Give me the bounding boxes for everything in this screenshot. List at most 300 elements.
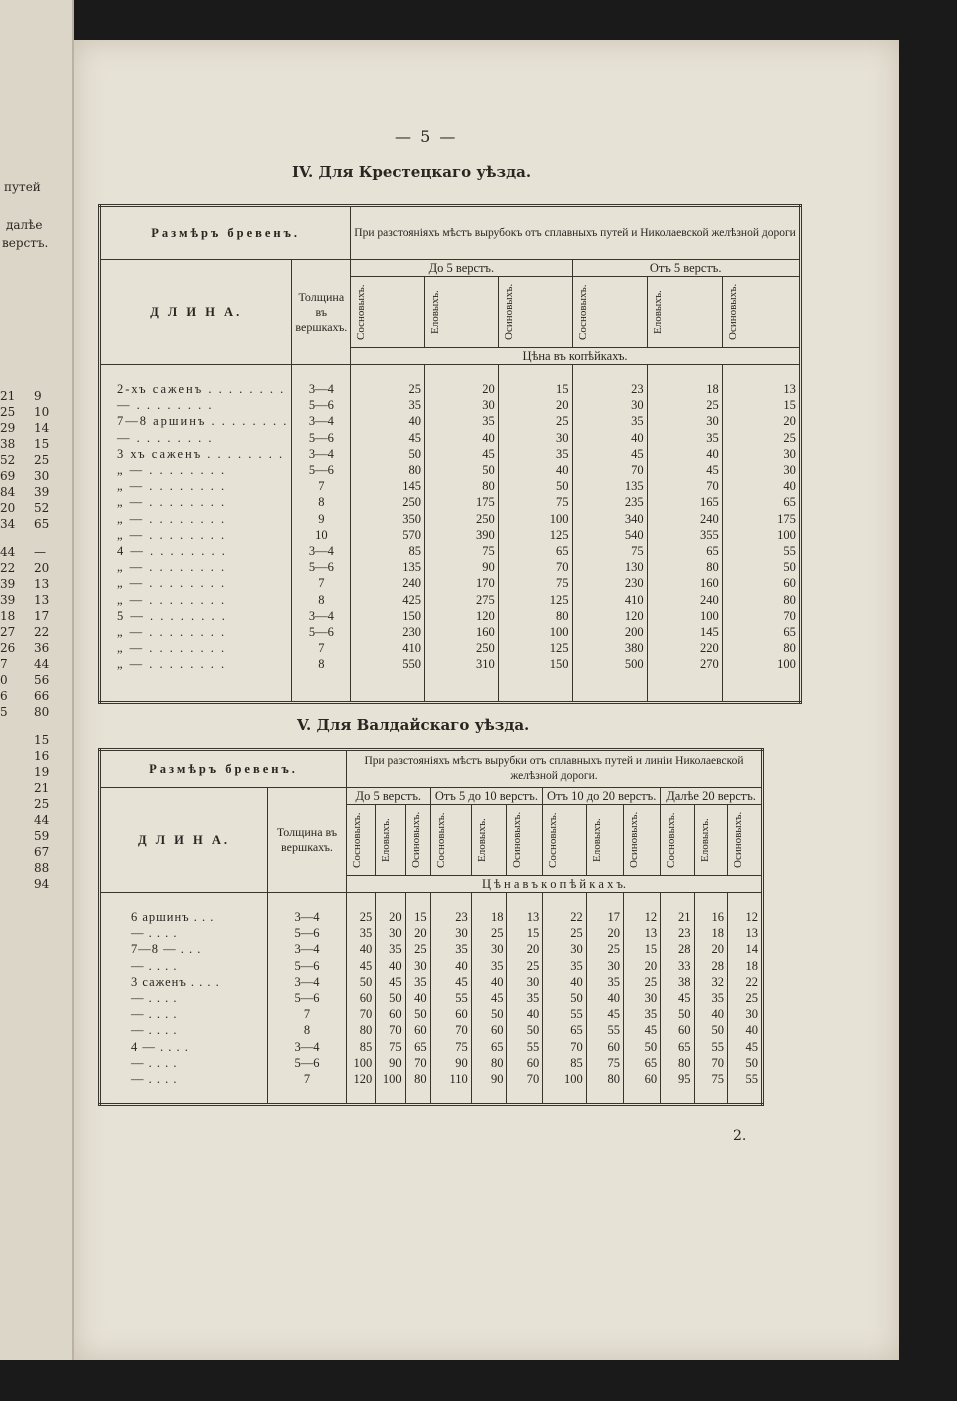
price-cell: 12 [623,909,660,925]
pine-col: Сосновыхъ. [355,284,368,340]
price-cell: 80 [498,608,572,624]
price-cell: 50 [661,1006,694,1022]
price-cell: 35 [543,958,587,974]
price-cell: 23 [661,925,694,941]
price-cell: 100 [347,1055,376,1071]
price-cell: 270 [647,656,722,672]
price-cell: 65 [405,1039,430,1055]
price-cell: 50 [727,1055,762,1071]
price-cell: 60 [347,990,376,1006]
price-cell: 45 [425,446,499,462]
length-header: Д Л И Н А. [100,260,292,365]
price-cell: 40 [430,958,471,974]
table-row [100,974,763,990]
table-row [100,430,801,446]
thickness-cell: 7 [292,640,351,656]
left-cell: 52 [34,501,50,515]
table-row [100,446,801,462]
price-cell: 120 [347,1071,376,1087]
table-row [100,1022,763,1038]
left-cell: 14 [34,421,50,435]
price-cell: 45 [623,1022,660,1038]
length-cell: „ — . . . . . . . . [100,478,292,494]
price-cell: 125 [498,592,572,608]
price-cell: 20 [586,925,623,941]
price-cell: 40 [471,974,507,990]
price-cell: 170 [425,575,499,591]
krestetsky-table [98,204,802,704]
price-cell: 500 [572,656,647,672]
price-cell: 40 [722,478,800,494]
price-cell: 350 [351,511,425,527]
left-cell: 7 [0,657,8,671]
thickness-cell: 8 [292,592,351,608]
length-cell: — . . . . [100,958,268,974]
price-cell: 17 [586,909,623,925]
price-cell: 65 [722,624,800,640]
price-cell: 50 [405,1006,430,1022]
price-cell: 200 [572,624,647,640]
from-5-header: Отъ 5 верстъ. [572,260,800,277]
table-row [100,559,801,575]
price-cell: 40 [376,958,405,974]
price-cell: 35 [405,974,430,990]
table-row [100,1006,763,1022]
left-cell: 15 [34,733,50,747]
length-cell: 7—8 — . . . [100,941,268,957]
left-cell: 30 [34,469,50,483]
price-cell: 35 [694,990,727,1006]
price-cell: 70 [430,1022,471,1038]
price-cell: 80 [471,1055,507,1071]
thickness-cell: 3—4 [292,608,351,624]
left-cell: 44 [0,545,16,559]
price-cell: 125 [498,527,572,543]
price-cell: 220 [647,640,722,656]
valdai-table [98,748,764,1106]
g4-header: Далѣе 20 верстъ. [661,788,763,805]
price-cell: 21 [661,909,694,925]
price-cell: 65 [498,543,572,559]
table-row [100,397,801,413]
price-cell: 75 [498,575,572,591]
price-cell: 35 [351,397,425,413]
left-cell: 25 [0,405,16,419]
left-cell: 44 [34,813,50,827]
thickness-cell: 5—6 [292,462,351,478]
price-cell: 40 [425,430,499,446]
aspen-col: Осиновыхъ. [726,283,739,341]
price-cell: 235 [572,494,647,510]
length-cell: 3 хъ саженъ . . . . . . . . [100,446,292,462]
length-cell: — . . . . . . . . [100,430,292,446]
left-cell: 67 [34,845,50,859]
price-cell: 35 [498,446,572,462]
price-cell: 75 [430,1039,471,1055]
price-cell: 60 [623,1071,660,1087]
left-header: далѣе [6,218,43,232]
price-cell: 65 [647,543,722,559]
left-cell: 25 [34,453,50,467]
price-cell: 80 [647,559,722,575]
table-row [100,381,801,397]
price-cell: 40 [351,413,425,429]
table-row [100,640,801,656]
price-cell: 25 [647,397,722,413]
price-cell: 20 [722,413,800,429]
left-cell: 20 [34,561,50,575]
length-cell: „ — . . . . . . . . [100,511,292,527]
price-cell: 75 [586,1055,623,1071]
price-cell: 30 [507,974,543,990]
price-cell: 38 [661,974,694,990]
spruce-col: Еловыхъ. [698,818,711,862]
price-cell: 25 [623,974,660,990]
length-cell: — . . . . [100,1071,268,1087]
price-cell: 35 [425,413,499,429]
length-cell: 5 — . . . . . . . . [100,608,292,624]
left-cell: 22 [34,625,50,639]
table-row [100,1039,763,1055]
price-cell: 540 [572,527,647,543]
price-cell: 135 [572,478,647,494]
table-row [100,941,763,957]
price-cell: 90 [430,1055,471,1071]
price-cell: 23 [430,909,471,925]
spruce-col: Еловыхъ. [651,290,664,334]
left-cell: 17 [34,609,50,623]
thickness-cell: 7 [292,478,351,494]
price-cell: 30 [405,958,430,974]
left-cell: 21 [34,781,50,795]
price-cell: 55 [543,1006,587,1022]
table-row [100,990,763,1006]
price-cell: 100 [722,656,800,672]
table-row [100,1071,763,1087]
page-number: — 5 — [395,127,458,146]
price-cell: 80 [661,1055,694,1071]
length-cell: 4 — . . . . . . . . [100,543,292,559]
price-header: Ц ѣ н а в ъ к о п ѣ й к а х ъ. [347,876,763,893]
price-cell: 60 [722,575,800,591]
section-5-title: V. Для Валдайскаго уѣзда. [297,716,530,734]
price-cell: 28 [694,958,727,974]
price-cell: 130 [572,559,647,575]
length-cell: 3 саженъ . . . . [100,974,268,990]
length-cell: — . . . . [100,1022,268,1038]
price-cell: 230 [351,624,425,640]
price-cell: 20 [498,397,572,413]
price-cell: 90 [376,1055,405,1071]
price-cell: 120 [572,608,647,624]
left-cell: 69 [0,469,16,483]
left-cell: 6 [0,689,8,703]
left-cell: 39 [34,485,50,499]
left-cell: 15 [34,437,50,451]
length-cell: „ — . . . . . . . . [100,494,292,510]
table-row [100,575,801,591]
thickness-cell: 8 [292,494,351,510]
left-header: путей [4,180,41,194]
price-cell: 55 [507,1039,543,1055]
table-row [100,592,801,608]
price-cell: 60 [405,1022,430,1038]
price-cell: 70 [572,462,647,478]
price-cell: 410 [572,592,647,608]
price-cell: 390 [425,527,499,543]
left-cell: 5 [0,705,8,719]
thickness-cell: 5—6 [268,925,347,941]
price-cell: 30 [498,430,572,446]
distance-header: При разстояніяхъ мѣстъ вырубки отъ сплавныхъ путей и линіи Николаевской желѣзной дороги. [347,750,763,788]
price-cell: 45 [727,1039,762,1055]
left-cell: 94 [34,877,50,891]
price-cell: 18 [694,925,727,941]
price-cell: 28 [661,941,694,957]
price-cell: 90 [471,1071,507,1087]
length-cell: „ — . . . . . . . . [100,640,292,656]
left-cell: 44 [34,657,50,671]
thickness-header: Толщина въ вершкахъ. [268,788,347,893]
price-cell: 50 [498,478,572,494]
length-cell: 7—8 аршинъ . . . . . . . . [100,413,292,429]
price-cell: 20 [425,381,499,397]
left-cell: 59 [34,829,50,843]
price-cell: 35 [623,1006,660,1022]
price-cell: 65 [661,1039,694,1055]
table-row [100,909,763,925]
price-cell: 65 [543,1022,587,1038]
price-cell: 45 [572,446,647,462]
price-cell: 65 [623,1055,660,1071]
price-cell: 30 [376,925,405,941]
price-cell: 35 [572,413,647,429]
price-cell: 240 [351,575,425,591]
signature-mark: 2. [733,1128,747,1144]
table-row [100,462,801,478]
left-cell: 25 [34,797,50,811]
thickness-header: Толщина въ вершкахъ. [292,260,351,365]
price-cell: 240 [647,511,722,527]
price-cell: 40 [543,974,587,990]
left-cell: 19 [34,765,50,779]
price-cell: 30 [430,925,471,941]
price-cell: 40 [694,1006,727,1022]
thickness-cell: 10 [292,527,351,543]
left-cell: 39 [0,593,16,607]
thickness-cell: 5—6 [292,397,351,413]
price-cell: 20 [376,909,405,925]
length-cell: — . . . . [100,925,268,941]
price-cell: 50 [347,974,376,990]
length-cell: „ — . . . . . . . . [100,462,292,478]
price-cell: 33 [661,958,694,974]
left-cell: 9 [34,389,42,403]
price-cell: 15 [498,381,572,397]
price-cell: 40 [498,462,572,478]
table-row [100,511,801,527]
price-cell: 70 [405,1055,430,1071]
price-cell: 60 [430,1006,471,1022]
section-4-title: IV. Для Крестецкаго уѣзда. [292,163,532,181]
price-cell: 35 [347,925,376,941]
price-cell: 55 [722,543,800,559]
price-cell: 45 [471,990,507,1006]
price-cell: 45 [351,430,425,446]
price-cell: 35 [586,974,623,990]
price-cell: 60 [471,1022,507,1038]
price-cell: 30 [647,413,722,429]
price-cell: 80 [722,592,800,608]
length-cell: — . . . . [100,1006,268,1022]
left-cell: 27 [0,625,16,639]
aspen-col: Осиновыхъ. [511,811,524,869]
left-cell: — [34,545,46,559]
price-cell: 50 [623,1039,660,1055]
length-cell: — . . . . . . . . [100,397,292,413]
left-cell: 22 [0,561,16,575]
price-cell: 70 [543,1039,587,1055]
price-cell: 100 [376,1071,405,1087]
price-cell: 75 [572,543,647,559]
length-cell: „ — . . . . . . . . [100,624,292,640]
price-cell: 570 [351,527,425,543]
size-header: Размѣръ бревенъ. [100,750,347,788]
price-cell: 80 [425,478,499,494]
price-cell: 310 [425,656,499,672]
price-cell: 22 [727,974,762,990]
price-cell: 13 [727,925,762,941]
price-cell: 22 [543,909,587,925]
thickness-cell: 7 [292,575,351,591]
price-cell: 65 [471,1039,507,1055]
price-cell: 250 [425,640,499,656]
price-cell: 32 [694,974,727,990]
thickness-cell: 3—4 [292,446,351,462]
price-cell: 35 [376,941,405,957]
price-cell: 30 [727,1006,762,1022]
left-header: верстъ. [2,236,49,250]
table-row [100,608,801,624]
table-row [100,1055,763,1071]
price-cell: 70 [722,608,800,624]
length-cell: 4 — . . . . [100,1039,268,1055]
thickness-cell: 5—6 [292,430,351,446]
g3-header: Отъ 10 до 20 верстъ. [543,788,661,805]
price-cell: 425 [351,592,425,608]
price-cell: 25 [722,430,800,446]
price-cell: 75 [498,494,572,510]
aspen-col: Осиновыхъ. [627,811,640,869]
price-cell: 45 [376,974,405,990]
price-cell: 100 [722,527,800,543]
length-cell: — . . . . [100,990,268,1006]
price-cell: 30 [425,397,499,413]
price-cell: 70 [647,478,722,494]
price-cell: 25 [405,941,430,957]
table-row [100,413,801,429]
price-cell: 30 [543,941,587,957]
price-cell: 18 [471,909,507,925]
price-cell: 35 [647,430,722,446]
left-cell: 36 [34,641,50,655]
price-cell: 160 [425,624,499,640]
price-cell: 60 [507,1055,543,1071]
thickness-cell: 3—4 [292,381,351,397]
price-cell: 30 [586,958,623,974]
price-cell: 15 [623,941,660,957]
price-cell: 100 [498,624,572,640]
price-cell: 40 [586,990,623,1006]
price-cell: 75 [694,1071,727,1087]
left-cell: 65 [34,517,50,531]
price-cell: 250 [425,511,499,527]
price-cell: 16 [694,909,727,925]
table-row [100,925,763,941]
price-cell: 40 [572,430,647,446]
price-cell: 15 [507,925,543,941]
price-cell: 23 [572,381,647,397]
left-cell: 29 [0,421,16,435]
table-row [100,478,801,494]
price-cell: 25 [586,941,623,957]
length-cell: 2-хъ саженъ . . . . . . . . [100,381,292,397]
left-cell: 10 [34,405,50,419]
pine-col: Сосновыхъ. [351,812,363,868]
left-cell: 0 [0,673,8,687]
thickness-cell: 5—6 [268,990,347,1006]
price-cell: 45 [647,462,722,478]
price-cell: 85 [543,1055,587,1071]
price-cell: 45 [661,990,694,1006]
price-cell: 85 [351,543,425,559]
price-cell: 35 [471,958,507,974]
spruce-col: Еловыхъ. [380,818,393,862]
spruce-col: Еловыхъ. [590,818,603,862]
price-cell: 40 [405,990,430,1006]
thickness-cell: 5—6 [292,624,351,640]
price-cell: 340 [572,511,647,527]
price-cell: 95 [661,1071,694,1087]
length-cell: „ — . . . . . . . . [100,559,292,575]
length-cell: „ — . . . . . . . . [100,527,292,543]
price-cell: 25 [498,413,572,429]
price-cell: 25 [471,925,507,941]
price-cell: 380 [572,640,647,656]
upto-5-header: До 5 верстъ. [351,260,572,277]
price-cell: 150 [498,656,572,672]
thickness-cell: 7 [268,1071,347,1087]
price-cell: 60 [661,1022,694,1038]
pine-col: Сосновыхъ. [665,812,678,868]
price-cell: 75 [425,543,499,559]
price-cell: 80 [586,1071,623,1087]
table-row [100,958,763,974]
price-cell: 80 [722,640,800,656]
price-cell: 55 [727,1071,762,1087]
price-cell: 40 [347,941,376,957]
price-cell: 50 [351,446,425,462]
thickness-cell: 8 [292,656,351,672]
spruce-col: Еловыхъ. [475,818,488,862]
price-cell: 50 [425,462,499,478]
price-cell: 25 [507,958,543,974]
price-cell: 13 [722,381,800,397]
price-cell: 55 [430,990,471,1006]
price-cell: 40 [727,1022,762,1038]
price-cell: 50 [471,1006,507,1022]
price-cell: 550 [351,656,425,672]
